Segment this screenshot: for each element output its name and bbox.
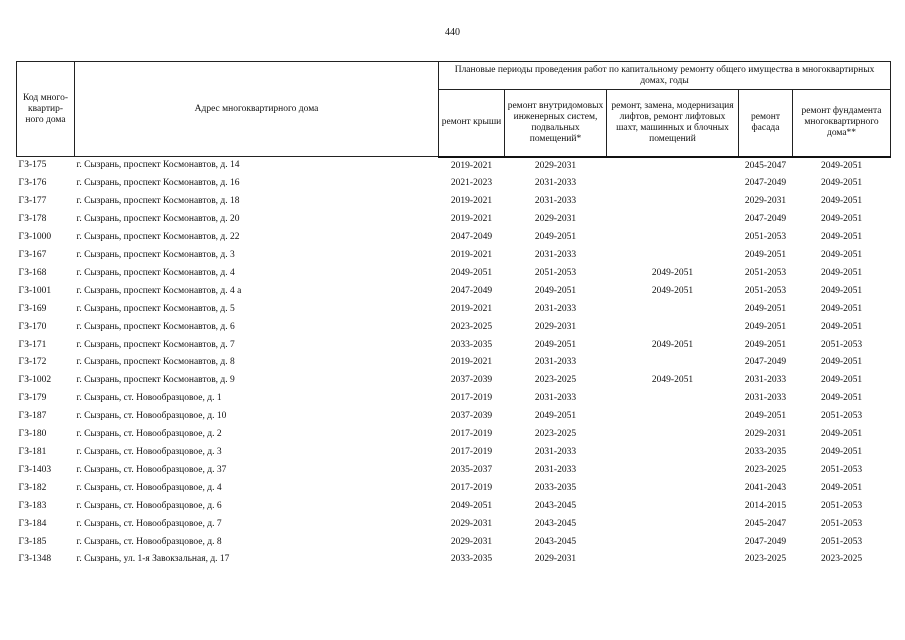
cell-address: г. Сызрань, ст. Новообразцовое, д. 1	[76, 393, 222, 404]
table-row	[17, 211, 891, 229]
cell-systems: 2031-2033	[534, 464, 577, 475]
cell-code: ГЗ-1001	[18, 285, 52, 296]
table-row	[17, 426, 891, 444]
cell-systems: 2031-2033	[534, 447, 577, 457]
cell-elevators: 2049-2051	[651, 339, 694, 350]
cell-facade: 2023-2025	[744, 554, 787, 565]
cell-elevators	[607, 175, 739, 193]
cell-facade: 2051-2053	[744, 232, 787, 243]
cell-address: г. Сызрань, проспект Космонавтов, д. 9	[76, 375, 235, 386]
cell-elevators	[607, 229, 739, 247]
cell-systems: 2029-2031	[534, 554, 577, 565]
cell-systems: 2023-2025	[534, 375, 577, 386]
cell-facade: 2051-2053	[744, 285, 787, 296]
cell-roof: 2019-2021	[450, 160, 493, 171]
cell-facade: 2031-2033	[744, 375, 787, 386]
table-row	[17, 193, 891, 211]
cell-roof: 2019-2021	[450, 196, 493, 207]
table-row	[17, 247, 891, 265]
table-row	[17, 534, 891, 552]
cell-systems: 2043-2045	[534, 536, 577, 547]
table-row	[17, 516, 891, 534]
cell-foundation: 2049-2051	[820, 285, 863, 296]
cell-systems: 2031-2033	[534, 393, 577, 404]
cell-code: ГЗ-1002	[18, 375, 52, 386]
cell-facade: 2023-2025	[744, 464, 787, 475]
cell-code: ГЗ-178	[18, 214, 47, 225]
cell-systems: 2029-2031	[534, 160, 577, 171]
cell-systems: 2049-2051	[534, 285, 577, 296]
cell-roof: 2017-2019	[450, 393, 493, 404]
cell-systems: 2043-2045	[534, 518, 577, 529]
table-row	[17, 337, 891, 355]
cell-foundation: 2051-2053	[820, 411, 863, 422]
cell-foundation: 2049-2051	[820, 375, 863, 386]
cell-code: ГЗ-179	[18, 393, 47, 404]
cell-address: г. Сызрань, проспект Космонавтов, д. 4 а	[76, 285, 242, 296]
cell-systems: 2049-2051	[534, 339, 577, 350]
cell-elevators: 2049-2051	[651, 375, 694, 386]
cell-elevators	[607, 498, 739, 516]
table-row	[17, 175, 891, 193]
page-number: 440	[445, 27, 460, 38]
cell-address: г. Сызрань, проспект Космонавтов, д. 18	[76, 196, 240, 207]
cell-roof: 2017-2019	[450, 447, 493, 457]
cell-foundation: 2049-2051	[820, 178, 863, 189]
cell-address: г. Сызрань, ст. Новообразцовое, д. 10	[76, 411, 227, 422]
cell-elevators	[607, 408, 739, 426]
table-row	[17, 462, 891, 480]
table-body	[17, 157, 891, 570]
capital-repair-table	[16, 61, 891, 569]
cell-code: ГЗ-1348	[18, 554, 52, 565]
cell-foundation: 2049-2051	[820, 357, 863, 368]
cell-facade: 2049-2051	[744, 339, 787, 350]
cell-code: ГЗ-183	[18, 500, 47, 511]
cell-roof: 2021-2023	[450, 178, 493, 189]
cell-elevators	[607, 193, 739, 211]
header-facade: ремонт фасада	[739, 90, 793, 157]
table-row	[17, 408, 891, 426]
table-row	[17, 551, 891, 569]
cell-facade: 2049-2051	[744, 321, 787, 332]
cell-address: г. Сызрань, ст. Новообразцовое, д. 37	[76, 464, 227, 475]
cell-roof: 2029-2031	[450, 536, 493, 547]
cell-code: ГЗ-171	[18, 339, 47, 350]
cell-roof: 2019-2021	[450, 357, 493, 368]
cell-code: ГЗ-180	[18, 429, 47, 440]
cell-roof: 2019-2021	[450, 214, 493, 225]
cell-foundation: 2049-2051	[820, 482, 863, 493]
cell-address: г. Сызрань, проспект Космонавтов, д. 14	[76, 160, 240, 171]
cell-foundation: 2049-2051	[820, 160, 863, 171]
cell-code: ГЗ-182	[18, 482, 47, 493]
cell-elevators	[607, 211, 739, 229]
cell-elevators	[607, 426, 739, 444]
cell-systems: 2031-2033	[534, 303, 577, 314]
cell-facade: 2033-2035	[744, 447, 787, 457]
cell-code: ГЗ-181	[18, 447, 47, 457]
cell-roof: 2035-2037	[450, 464, 493, 475]
cell-code: ГЗ-175	[18, 160, 47, 171]
cell-address: г. Сызрань, проспект Космонавтов, д. 3	[76, 250, 235, 261]
cell-foundation: 2049-2051	[820, 321, 863, 332]
cell-address: г. Сызрань, проспект Космонавтов, д. 6	[76, 321, 235, 332]
cell-facade: 2049-2051	[744, 250, 787, 261]
cell-elevators: 2049-2051	[651, 267, 694, 278]
cell-foundation: 2049-2051	[820, 393, 863, 404]
cell-foundation: 2049-2051	[820, 447, 863, 457]
cell-roof: 2017-2019	[450, 482, 493, 493]
cell-systems: 2043-2045	[534, 500, 577, 511]
cell-address: г. Сызрань, проспект Космонавтов, д. 8	[76, 357, 235, 368]
cell-foundation: 2049-2051	[820, 429, 863, 440]
cell-address: г. Сызрань, проспект Космонавтов, д. 20	[76, 214, 240, 225]
cell-code: ГЗ-168	[18, 267, 47, 278]
cell-code: ГЗ-1000	[18, 232, 52, 243]
cell-roof: 2019-2021	[450, 250, 493, 261]
table-row	[17, 444, 891, 462]
table-row	[17, 301, 891, 319]
cell-foundation: 2049-2051	[820, 267, 863, 278]
cell-elevators: 2049-2051	[651, 285, 694, 296]
header-systems: ремонт внутридомовых инженерных систем, подвальных помещений*	[505, 90, 607, 157]
cell-systems: 2049-2051	[534, 411, 577, 422]
cell-code: ГЗ-184	[18, 518, 47, 529]
cell-roof: 2017-2019	[450, 429, 493, 440]
cell-elevators	[607, 551, 739, 569]
cell-systems: 2031-2033	[534, 196, 577, 207]
cell-roof: 2049-2051	[450, 500, 493, 511]
cell-code: ГЗ-167	[18, 250, 47, 261]
cell-systems: 2031-2033	[534, 178, 577, 189]
cell-roof: 2029-2031	[450, 518, 493, 529]
cell-code: ГЗ-176	[18, 178, 47, 189]
cell-roof: 2037-2039	[450, 375, 493, 386]
cell-roof: 2047-2049	[450, 285, 493, 296]
cell-elevators	[607, 534, 739, 552]
cell-facade: 2047-2049	[744, 536, 787, 547]
cell-address: г. Сызрань, ст. Новообразцовое, д. 8	[76, 536, 222, 547]
cell-facade: 2049-2051	[744, 303, 787, 314]
cell-address: г. Сызрань, проспект Космонавтов, д. 4	[76, 267, 235, 278]
table-row	[17, 498, 891, 516]
cell-systems: 2029-2031	[534, 214, 577, 225]
cell-elevators	[607, 462, 739, 480]
cell-facade: 2014-2015	[744, 500, 787, 511]
table-row	[17, 265, 891, 283]
cell-facade: 2051-2053	[744, 267, 787, 278]
table-row	[17, 372, 891, 390]
cell-foundation: 2049-2051	[820, 214, 863, 225]
cell-elevators	[607, 516, 739, 534]
table-row	[17, 229, 891, 247]
cell-facade: 2029-2031	[744, 196, 787, 207]
table-row	[17, 157, 891, 176]
cell-systems: 2023-2025	[534, 429, 577, 440]
cell-elevators	[607, 301, 739, 319]
cell-roof: 2037-2039	[450, 411, 493, 422]
cell-facade: 2047-2049	[744, 357, 787, 368]
cell-foundation: 2051-2053	[820, 464, 863, 475]
cell-code: ГЗ-177	[18, 196, 47, 207]
cell-address: г. Сызрань, проспект Космонавтов, д. 5	[76, 303, 235, 314]
cell-code: ГЗ-170	[18, 321, 47, 332]
cell-facade: 2047-2049	[744, 214, 787, 225]
cell-address: г. Сызрань, ул. 1-я Завокзальная, д. 17	[76, 554, 230, 565]
cell-foundation: 2049-2051	[820, 196, 863, 207]
table-row	[17, 480, 891, 498]
cell-foundation: 2023-2025	[820, 554, 863, 565]
cell-roof: 2033-2035	[450, 339, 493, 350]
cell-systems: 2031-2033	[534, 250, 577, 261]
cell-elevators	[607, 444, 739, 462]
cell-foundation: 2051-2053	[820, 518, 863, 529]
header-code: Код много-квартир-ного дома	[17, 62, 75, 157]
cell-address: г. Сызрань, ст. Новообразцовое, д. 6	[76, 500, 222, 511]
header-foundation: ремонт фундамента многоквартирного дома**	[793, 90, 891, 157]
cell-systems: 2029-2031	[534, 321, 577, 332]
cell-systems: 2033-2035	[534, 482, 577, 493]
cell-systems: 2049-2051	[534, 232, 577, 243]
cell-elevators	[607, 390, 739, 408]
table-row	[17, 319, 891, 337]
cell-roof: 2049-2051	[450, 267, 493, 278]
cell-foundation: 2049-2051	[820, 250, 863, 261]
cell-roof: 2023-2025	[450, 321, 493, 332]
header-elevators: ремонт, замена, модернизация лифтов, ремонт лифтовых шахт, машинных и блочных помещений	[607, 90, 739, 157]
cell-address: г. Сызрань, проспект Космонавтов, д. 16	[76, 178, 240, 189]
cell-elevators	[607, 319, 739, 337]
cell-address: г. Сызрань, проспект Космонавтов, д. 7	[76, 339, 235, 350]
cell-facade: 2047-2049	[744, 178, 787, 189]
cell-facade: 2031-2033	[744, 393, 787, 404]
cell-roof: 2033-2035	[450, 554, 493, 565]
header-address: Адрес многоквартирного дома	[75, 62, 439, 157]
table-row	[17, 354, 891, 372]
cell-facade: 2045-2047	[744, 518, 787, 529]
cell-address: г. Сызрань, ст. Новообразцовое, д. 7	[76, 518, 222, 529]
cell-address: г. Сызрань, ст. Новообразцовое, д. 3	[76, 447, 222, 457]
header-planned-periods: Плановые периоды проведения работ по капитальному ремонту общего имущества в многоквартирных домах, годы	[439, 62, 891, 90]
table-row	[17, 390, 891, 408]
cell-facade: 2045-2047	[744, 160, 787, 171]
cell-facade: 2029-2031	[744, 429, 787, 440]
cell-code: ГЗ-169	[18, 303, 47, 314]
cell-address: г. Сызрань, ст. Новообразцовое, д. 2	[76, 429, 222, 440]
cell-roof: 2019-2021	[450, 303, 493, 314]
cell-facade: 2041-2043	[744, 482, 787, 493]
cell-roof: 2047-2049	[450, 232, 493, 243]
cell-elevators	[607, 480, 739, 498]
cell-foundation: 2051-2053	[820, 500, 863, 511]
cell-foundation: 2051-2053	[820, 339, 863, 350]
cell-code: ГЗ-172	[18, 357, 47, 368]
cell-address: г. Сызрань, ст. Новообразцовое, д. 4	[76, 482, 222, 493]
cell-foundation: 2049-2051	[820, 232, 863, 243]
cell-elevators	[607, 157, 739, 176]
table-row	[17, 283, 891, 301]
header-roof: ремонт крыши	[439, 90, 505, 157]
cell-facade: 2049-2051	[744, 411, 787, 422]
cell-code: ГЗ-185	[18, 536, 47, 547]
cell-elevators	[607, 354, 739, 372]
cell-foundation: 2051-2053	[820, 536, 863, 547]
cell-code: ГЗ-1403	[18, 464, 52, 475]
cell-systems: 2031-2033	[534, 357, 577, 368]
cell-code: ГЗ-187	[18, 411, 47, 422]
cell-elevators	[607, 247, 739, 265]
cell-address: г. Сызрань, проспект Космонавтов, д. 22	[76, 232, 240, 243]
cell-systems: 2051-2053	[534, 267, 577, 278]
cell-foundation: 2049-2051	[820, 303, 863, 314]
